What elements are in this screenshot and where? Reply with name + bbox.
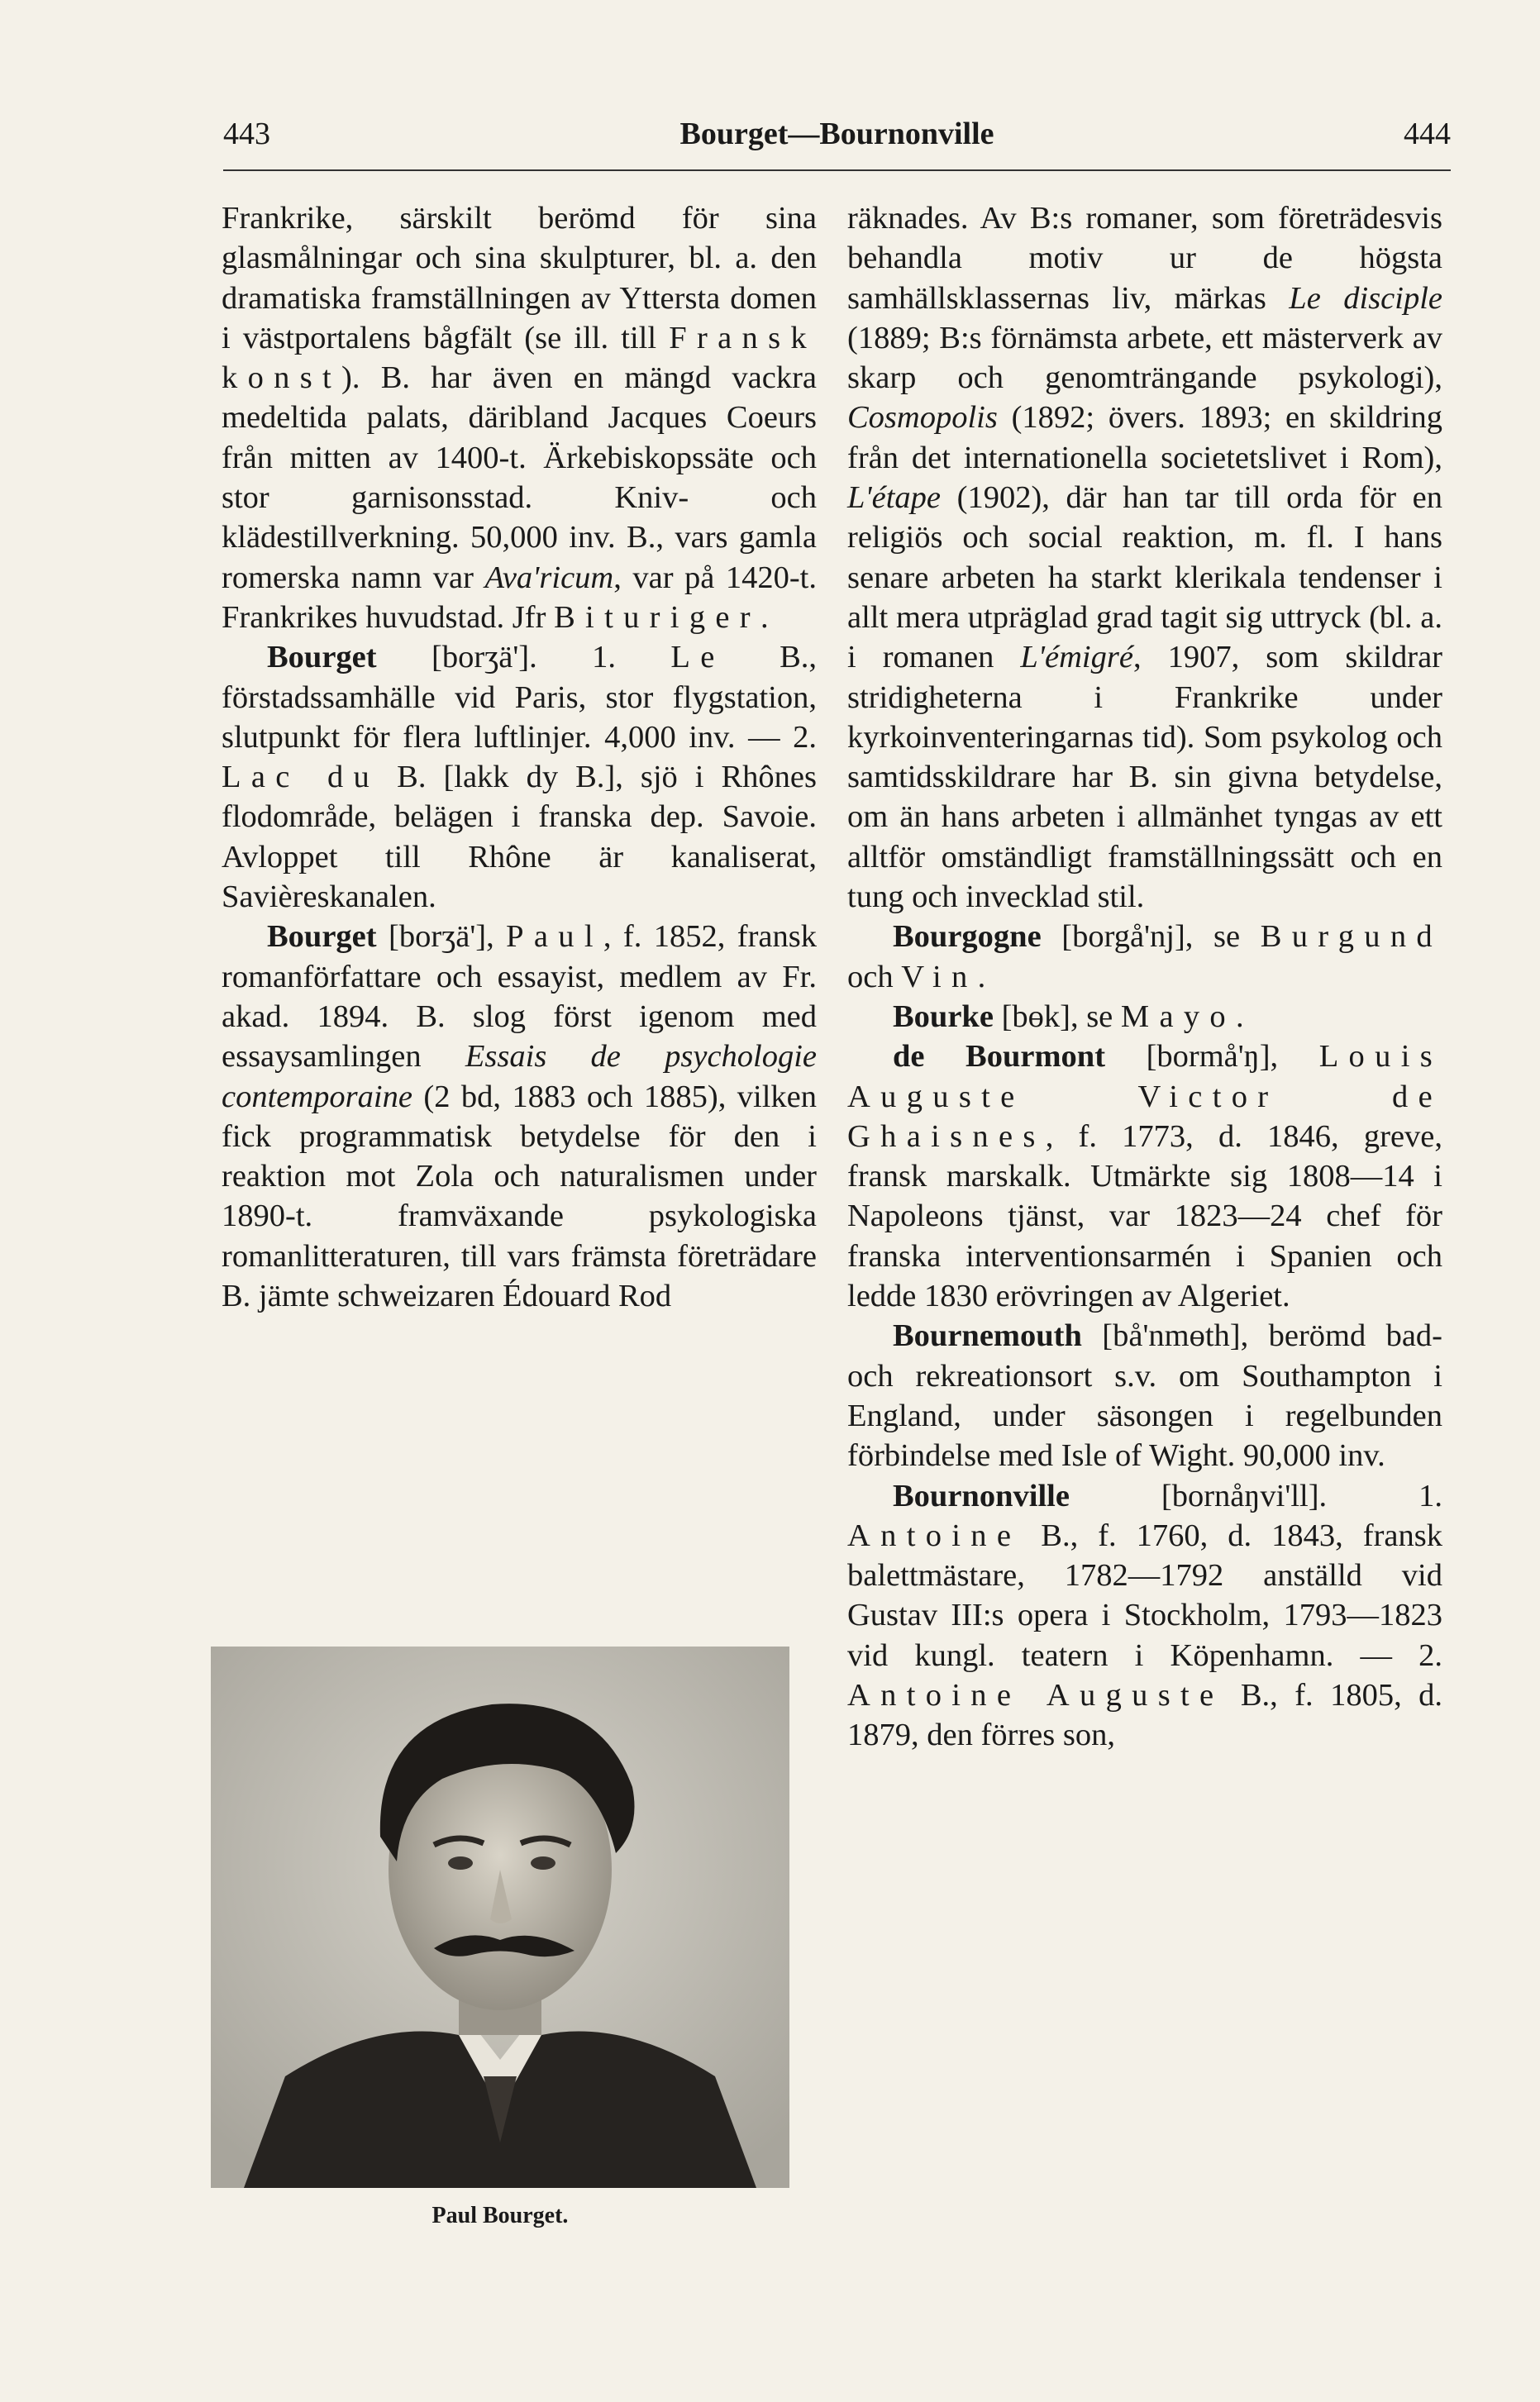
entry-bourges-continued: Frankrike, särskilt berömd för sina glasmålningar och sina skulpturer, bl. a. den dramatiska framställningen av Yttersta domen i västportalens bågfält (se ill. till Fransk konst). B. har även en mängd vackra medeltida palats, däribland Jacques Coeurs från mitten av 1400-t. Ärkebiskopssäte och stor garnisonsstad. Kniv- och klädestillverkning. 50,000 inv. B., vars gamla romerska namn var Ava'ricum, var på 1420-t. Frankrikes huvudstad. Jfr Bituriger. bbox=[222, 201, 817, 635]
headword: Bourgogne bbox=[893, 919, 1042, 955]
page-number-left: 443 bbox=[223, 117, 270, 151]
headword: Bournonville bbox=[893, 1478, 1070, 1513]
portrait-illustration bbox=[211, 1647, 789, 2188]
right-column bbox=[847, 198, 1442, 1756]
running-title: Bourget—Bournonville bbox=[679, 117, 994, 151]
entry-bournemouth: Bournemouth [bå'nmɵth], berömd bad- och rekreationsort s.v. om Southampton i England, under säsongen i regelbunden förbindelse med Isle of Wight. 90,000 inv. bbox=[847, 1318, 1442, 1474]
page-number-right: 444 bbox=[1404, 117, 1451, 151]
header-rule bbox=[223, 169, 1451, 171]
entry-bourke: Bourke [bɵk], se Mayo. bbox=[893, 998, 1244, 1034]
headword: Bourke bbox=[893, 998, 994, 1034]
headword: de Bourmont bbox=[893, 1039, 1106, 1075]
photo-caption: Paul Bourget. bbox=[431, 2203, 569, 2228]
entry-bourgogne: Bourgogne [borgå'nj], se Burgund och Vin. bbox=[847, 919, 1442, 994]
entry-bournonville: Bournonville [bornåŋvi'll]. 1. Antoine B., f. 1760, d. 1843, fransk balettmästare, 1782—1792 anställd vid Gustav III:s opera i Stockholm, 1793—1823 vid kungl. teatern i Köpenhamn. — 2. Antoine Auguste B., f. 1805, d. 1879, den förres son, bbox=[847, 1478, 1443, 1753]
portrait-photo bbox=[211, 1647, 789, 2188]
left-column bbox=[222, 198, 817, 1316]
headword: Bourget bbox=[267, 640, 377, 675]
entry-bourget-paul: Bourget [borʒä'], Paul, f. 1852, fransk romanförfattare och essayist, medlem av Fr. akad. 1894. B. slog först igenom med essaysamlingen Essais de psychologie contemporaine (2 bd, 1883 och 1885), vilken fick programmatisk betydelse för den i reaktion mot Zola och naturalismen under 1890-t. framväxande psykologiska romanlitteraturen, till vars främsta företrädare B. jämte schweizaren Édouard Rod bbox=[222, 919, 818, 1314]
headword: Bourget bbox=[267, 919, 377, 955]
running-header bbox=[223, 116, 1451, 165]
headword: Bournemouth bbox=[893, 1318, 1082, 1354]
entry-de-bourmont: de Bourmont [bormå'ŋ], Louis Auguste Victor de Ghaisnes, f. 1773, d. 1846, greve, fransk marskalk. Utmärkte sig 1808—14 i Napoleons tjänst, var 1823—24 chef för franska interventionsarmén i Spanien och ledde 1830 erövringen av Algeriet. bbox=[847, 1039, 1443, 1314]
entry-bourget-paul-continued: räknades. Av B:s romaner, som företrädesvis behandla motiv ur de högsta samhällsklassernas liv, märkas Le disciple (1889; B:s förnämsta arbete, ett mästerverk av skarp och genomträngande psykologi), Cosmopolis (1892; övers. 1893; en skildring från det internationella societetslivet i Rom), L'étape (1902), där han tar till orda för en religiös och social reaktion, m. fl. I hans senare arbeten ha starkt klerikala tendenser i allt mera utpräglad grad tagit sig uttryck (bl. a. i romanen L'émigré, 1907, som skildrar stridigheterna i Frankrike under kyrkoinventeringarnas tid). Som psykolog och samtidsskildrare har B. sin givna betydelse, om än hans arbeten i allmänhet tyngas av ett alltför omständligt framställningssätt och en tung och invecklad stil. bbox=[847, 201, 1443, 915]
entry-bourget-place: Bourget [borʒä']. 1. Le B., förstadssamhälle vid Paris, stor flygstation, slutpunkt för flera luftlinjer. 4,000 inv. — 2. Lac du B. [lakk dy B.], sjö i Rhônes flodområde, belägen i franska dep. Savoie. Avloppet till Rhône är kanaliserat, Savièreskanalen. bbox=[222, 640, 817, 915]
